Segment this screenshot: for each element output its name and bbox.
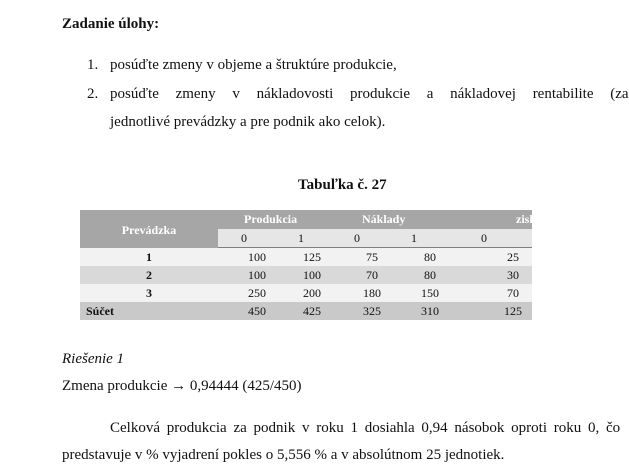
table-cell: 80 bbox=[424, 268, 436, 282]
subheader-cell: 0 bbox=[481, 231, 487, 245]
table-cell: 425 bbox=[303, 304, 321, 318]
table-cell: 75 bbox=[366, 250, 378, 264]
table-cell: 150 bbox=[421, 286, 439, 300]
header-naklady: Náklady bbox=[362, 212, 406, 226]
task-1-text: posúďte zmeny v objeme a štruktúre produkcie, bbox=[110, 57, 397, 73]
table-cell: 100 bbox=[248, 268, 266, 282]
table-cell: 450 bbox=[248, 304, 266, 318]
row-label: 1 bbox=[146, 250, 152, 264]
table-cell: 325 bbox=[363, 304, 381, 318]
table-caption: Tabuľka č. 27 bbox=[298, 177, 387, 193]
table-cell: 80 bbox=[424, 250, 436, 264]
table-cell: 180 bbox=[363, 286, 381, 300]
table-cell: 100 bbox=[303, 268, 321, 282]
data-table bbox=[80, 210, 537, 321]
table-cell: 70 bbox=[507, 286, 519, 300]
subheader-cell: 1 bbox=[411, 231, 417, 245]
paragraph-line: predstavuje v % vyjadrení pokles o 5,556 % a v absolútnom 25 jednotiek. bbox=[62, 447, 505, 463]
table-cell: 70 bbox=[366, 268, 378, 282]
page-heading: Zadanie úlohy: bbox=[62, 16, 160, 32]
task-1-number: 1. bbox=[87, 57, 99, 73]
row-label: 3 bbox=[146, 286, 152, 300]
paragraph-line: Celková produkcia za podnik v roku 1 dosiahla 0,94 násobok oproti roku 0, čo bbox=[110, 420, 621, 436]
table-cell: 125 bbox=[504, 304, 522, 318]
sum-row-label: Súčet bbox=[86, 304, 114, 318]
subheader-cell: 0 bbox=[241, 231, 247, 245]
subheader-cell: 0 bbox=[354, 231, 360, 245]
table-cell: 25 bbox=[507, 250, 519, 264]
task-2-number: 2. bbox=[87, 86, 99, 102]
table-cell: 100 bbox=[248, 250, 266, 264]
table-cell: 125 bbox=[303, 250, 321, 264]
task-2-continuation: jednotlivé prevádzky a pre podnik ako celok). bbox=[110, 114, 386, 130]
header-produkcia: Produkcia bbox=[244, 212, 298, 226]
table-cell: 30 bbox=[507, 268, 519, 282]
table-cell: 310 bbox=[421, 304, 439, 318]
row-label: 2 bbox=[146, 268, 152, 282]
table-cell: 200 bbox=[303, 286, 321, 300]
task-2-text: posúďte zmeny v nákladovosti produkcie a nákladovej rentabilite (za bbox=[110, 86, 629, 102]
table-cell: 250 bbox=[248, 286, 266, 300]
header-zisk: zisk bbox=[516, 212, 537, 226]
header-prevadzka: Prevádzka bbox=[121, 223, 177, 237]
solution-title: Riešenie 1 bbox=[62, 351, 125, 367]
change-formula: Zmena produkcie → 0,94444 (425/450) bbox=[62, 378, 302, 394]
subheader-cell: 1 bbox=[298, 231, 304, 245]
